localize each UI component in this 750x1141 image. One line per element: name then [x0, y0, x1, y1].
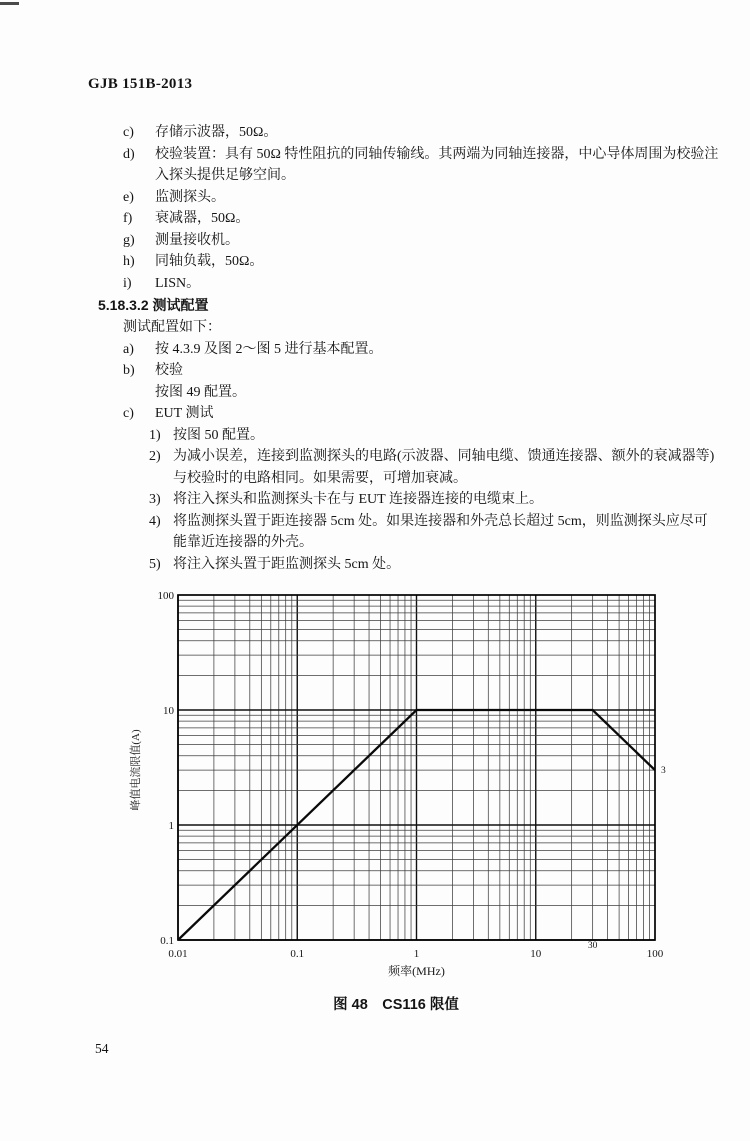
list-item-label: 5) — [149, 556, 161, 572]
list-item-label: 2) — [149, 449, 161, 464]
x-axis-title: 频率(MHz) — [388, 964, 445, 978]
sub-list-item — [123, 554, 733, 576]
x-tick-label: 1 — [413, 948, 420, 960]
list-item-label: e) — [123, 189, 134, 205]
list-item-label: c) — [123, 406, 134, 421]
section-heading: 5.18.3.2 测试配置 — [98, 297, 209, 313]
x-tick-label: 0.1 — [290, 948, 305, 960]
list-item-label: h) — [123, 254, 135, 269]
sub-list-item — [123, 468, 733, 490]
list-item-label: 4) — [149, 513, 161, 529]
sub-list-item — [123, 425, 733, 447]
cs116-limit-chart — [130, 580, 700, 980]
list-item-label: 3) — [149, 492, 161, 507]
list-item-label: d) — [123, 146, 135, 162]
list-item-label: i) — [123, 275, 132, 291]
list-item-text: 校验装置：具有 50Ω 特性阻抗的同轴传输线。其两端为同轴连接器，中心导体周围为校验注 — [155, 146, 719, 162]
list-item-text: 入探头提供足够空间。 — [155, 168, 295, 183]
y-tick-label: 100 — [157, 590, 174, 602]
list-item — [123, 403, 733, 425]
curve-end-label: 3 — [661, 766, 666, 777]
scan-artifact-mark — [0, 2, 19, 5]
equipment-list — [123, 122, 733, 294]
list-item-text: 存储示波器，50Ω。 — [155, 125, 278, 140]
x-tick-label: 100 — [646, 948, 664, 960]
list-item-text: 按图 49 配置。 — [155, 384, 246, 400]
figure-caption: 图 48 CS116 限值 — [333, 997, 459, 1013]
list-item-label: 1) — [149, 427, 161, 443]
y-tick-label: 10 — [163, 705, 174, 717]
list-item — [123, 251, 733, 273]
list-item — [123, 187, 733, 209]
sub-list-item — [123, 489, 733, 511]
list-item-text: 校验 — [155, 363, 183, 378]
sub-list-item — [123, 511, 733, 533]
list-item-label: a) — [123, 341, 134, 357]
list-item-label: b) — [123, 363, 135, 378]
list-item-label: f) — [123, 211, 133, 226]
test-config-list — [123, 339, 733, 576]
page-number: 54 — [95, 1041, 109, 1056]
list-item-text: 同轴负载，50Ω。 — [155, 254, 264, 269]
list-item-text: LISN。 — [155, 275, 201, 291]
list-item — [123, 360, 733, 382]
body-text — [98, 122, 733, 575]
x-tick-label: 10 — [530, 948, 542, 960]
y-axis-title: 峰值电流限值(A) — [130, 729, 142, 811]
x-tick-label: 0.01 — [168, 948, 188, 960]
list-item-text: 将注入探头置于距监测探头 5cm 处。 — [173, 556, 401, 572]
list-item-text: EUT 测试 — [155, 406, 214, 421]
list-item — [123, 273, 733, 295]
list-item-text: 衰减器，50Ω。 — [155, 211, 250, 226]
list-item-text: 能靠近连接器的外壳。 — [173, 535, 313, 550]
list-item-text: 将注入探头和监测探头卡在与 EUT 连接器连接的电缆束上。 — [173, 492, 543, 507]
list-item — [123, 339, 733, 361]
list-item-label: g) — [123, 232, 135, 248]
list-item-text: 监测探头。 — [155, 189, 225, 205]
y-tick-label: 1 — [168, 820, 174, 832]
section-intro: 测试配置如下： — [123, 320, 221, 335]
standard-number-header: GJB 151B-2013 — [88, 76, 193, 92]
sub-list-item — [123, 532, 733, 554]
cs116-chart — [130, 580, 700, 980]
sub-list-item — [123, 446, 733, 468]
list-item-text: 将监测探头置于距连接器 5cm 处。如果连接器和外壳总长超过 5cm，则监测探头应尽可 — [173, 513, 708, 529]
list-item — [123, 165, 733, 187]
list-item — [123, 144, 733, 166]
list-item-label: c) — [123, 125, 134, 140]
x-tick-label-30: 30 — [587, 941, 598, 951]
y-tick-label: 0.1 — [160, 935, 174, 947]
list-item — [123, 122, 733, 144]
list-item — [123, 230, 733, 252]
list-item-text: 为减小误差，连接到监测探头的电路(示波器、同轴电缆、馈通连接器、额外的衰减器等) — [173, 449, 715, 464]
list-item-text: 与校验时的电路相同。如果需要，可增加衰减。 — [173, 470, 467, 486]
list-item-text: 按 4.3.9 及图 2～图 5 进行基本配置。 — [155, 341, 383, 357]
list-item — [123, 208, 733, 230]
list-item-text: 测量接收机。 — [155, 232, 239, 248]
list-item — [123, 382, 733, 404]
list-item-text: 按图 50 配置。 — [173, 427, 264, 443]
